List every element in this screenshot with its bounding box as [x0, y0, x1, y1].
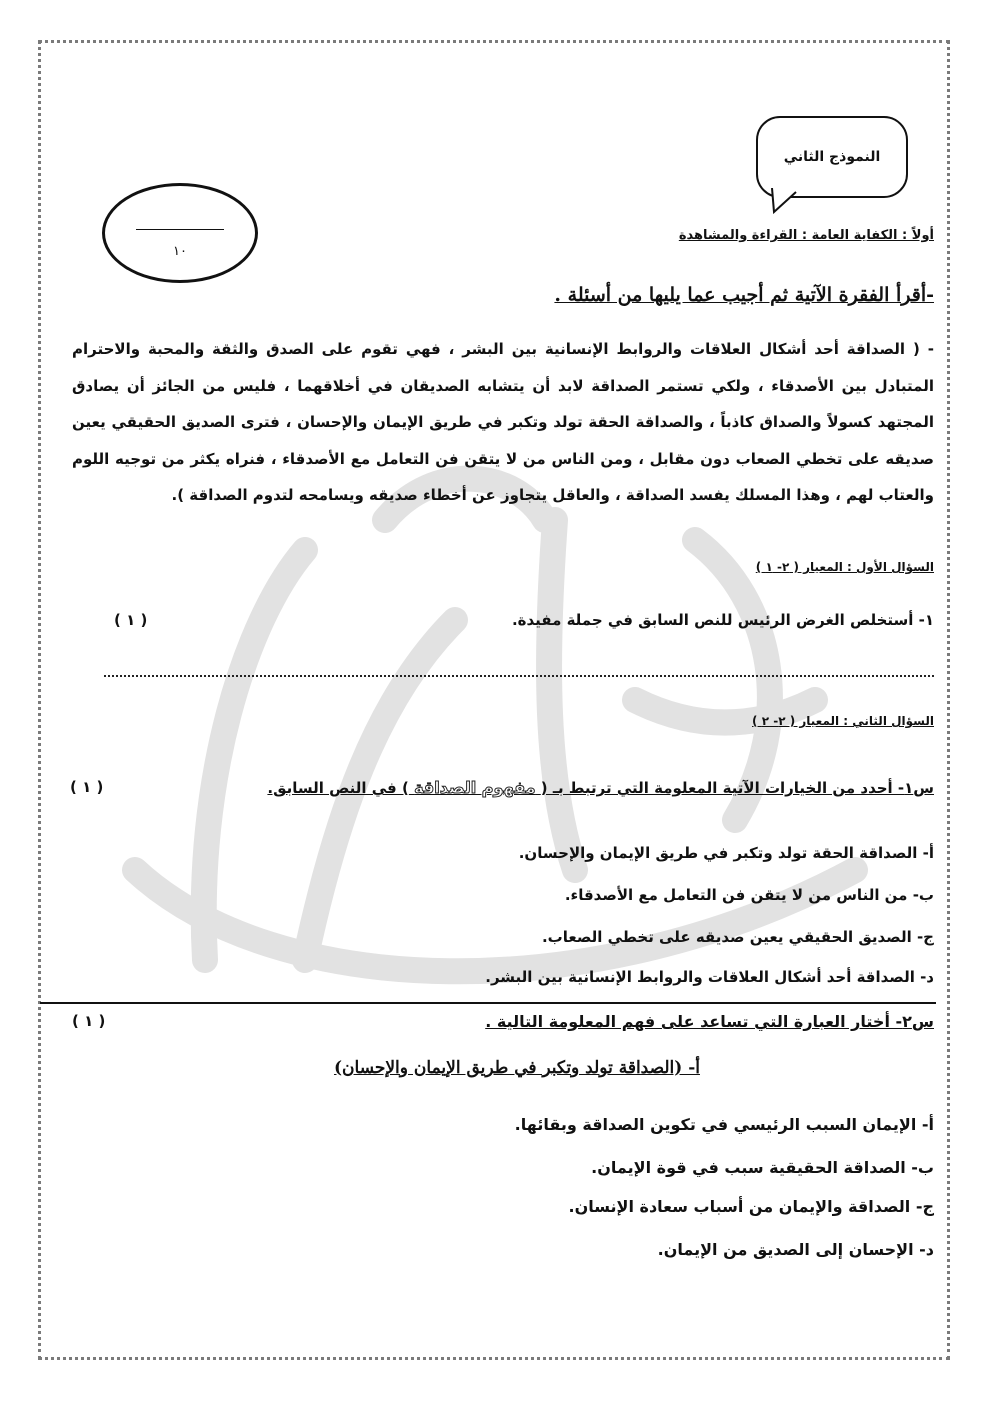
model-title: النموذج الثاني [783, 149, 881, 165]
s2-statement: أ- (الصداقة تولد وتكبر في طريق الإيمان والإحسان) [333, 1058, 700, 1078]
grade-blank-line [136, 229, 224, 230]
question2-header: السؤال الثاني : المعيار ( ٢- ٢ ) [752, 714, 934, 728]
s2-option-d[interactable]: د- الإحسان إلى الصديق من الإيمان. [657, 1240, 934, 1259]
s2-question: س٢- أختار العبارة التي تساعد على فهم المعلومة التالية . [485, 1012, 934, 1031]
question1-text: ١- أستخلص الغرض الرئيس للنص السابق في جملة مفيدة. [511, 611, 934, 629]
bubble-tail [770, 188, 800, 214]
s1-score: ( ١ ) [70, 778, 104, 796]
reading-instruction: -أقرأ الفقرة الآتية ثم أجيب عما يليها من أسئلة . [554, 284, 934, 306]
section-divider [40, 1002, 936, 1004]
answer-line[interactable] [104, 675, 934, 677]
grade-total: ١٠ [173, 244, 187, 259]
s2-score: ( ١ ) [72, 1012, 106, 1030]
grade-oval [102, 183, 258, 283]
s1-prefix: س١- أحدد من الخيارات الآتية المعلومة التي ترتبط بـ ( [540, 779, 934, 797]
s1-option-d[interactable]: د- الصداقة أحد أشكال العلاقات والروابط الإنسانية بين البشر. [485, 968, 934, 986]
s2-option-c[interactable]: ج- الصداقة والإيمان من أسباب سعادة الإنسان. [568, 1197, 934, 1216]
reading-passage: - ( الصداقة أحد أشكال العلاقات والروابط الإنسانية بين البشر ، فهي تقوم على الصدق والثقة والمحبة والاحترام المتبادل بين الأصدقاء ، ولكي تستمر الصداقة لابد أن يتشابه الصديقان في أخلاقهما ، فليس من الجائز أن يصادق المجتهد كسولاً والصداق كاذباً ، والصداقة الحقة تولد وتكبر في طريق الإيمان والإحسان ، فترى الصديق الحقيقي يعين صديقه على تخطي الصعاب دون مقابل ، ومن الناس من لا يتقن فن التعامل مع الأصدقاء ، فنراه يكثر من توجيه اللوم والعتاب لهم ، وهذا المسلك يفسد الصداقة ، والعاقل يتجاوز عن أخطاء صديقه ويسامحه لتدوم الصداقة ). [72, 340, 934, 504]
question1-score: ( ١ ) [114, 611, 148, 629]
s1-option-b[interactable]: ب- من الناس من لا يتقن فن التعامل مع الأصدقاء. [564, 886, 934, 904]
s1-question [267, 778, 934, 797]
s2-option-a[interactable]: أ- الإيمان السبب الرئيسي في تكوين الصداقة وبقائها. [514, 1115, 934, 1134]
s1-highlight-term: مفهوم الصداقة [414, 778, 536, 797]
competency-heading: أولاً : الكفاية العامة : القراءة والمشاهدة [678, 228, 934, 243]
s1-option-a[interactable]: أ- الصداقة الحقة تولد وتكبر في طريق الإيمان والإحسان. [518, 844, 934, 862]
s2-option-b[interactable]: ب- الصداقة الحقيقية سبب في قوة الإيمان. [591, 1158, 934, 1177]
question1-header: السؤال الأول : المعيار ( ٢- ١ ) [755, 560, 934, 574]
s1-suffix: ) في النص السابق. [267, 779, 409, 797]
model-title-bubble [756, 116, 908, 198]
s1-option-c[interactable]: ج- الصديق الحقيقي يعين صديقه على تخطي الصعاب. [541, 928, 934, 946]
